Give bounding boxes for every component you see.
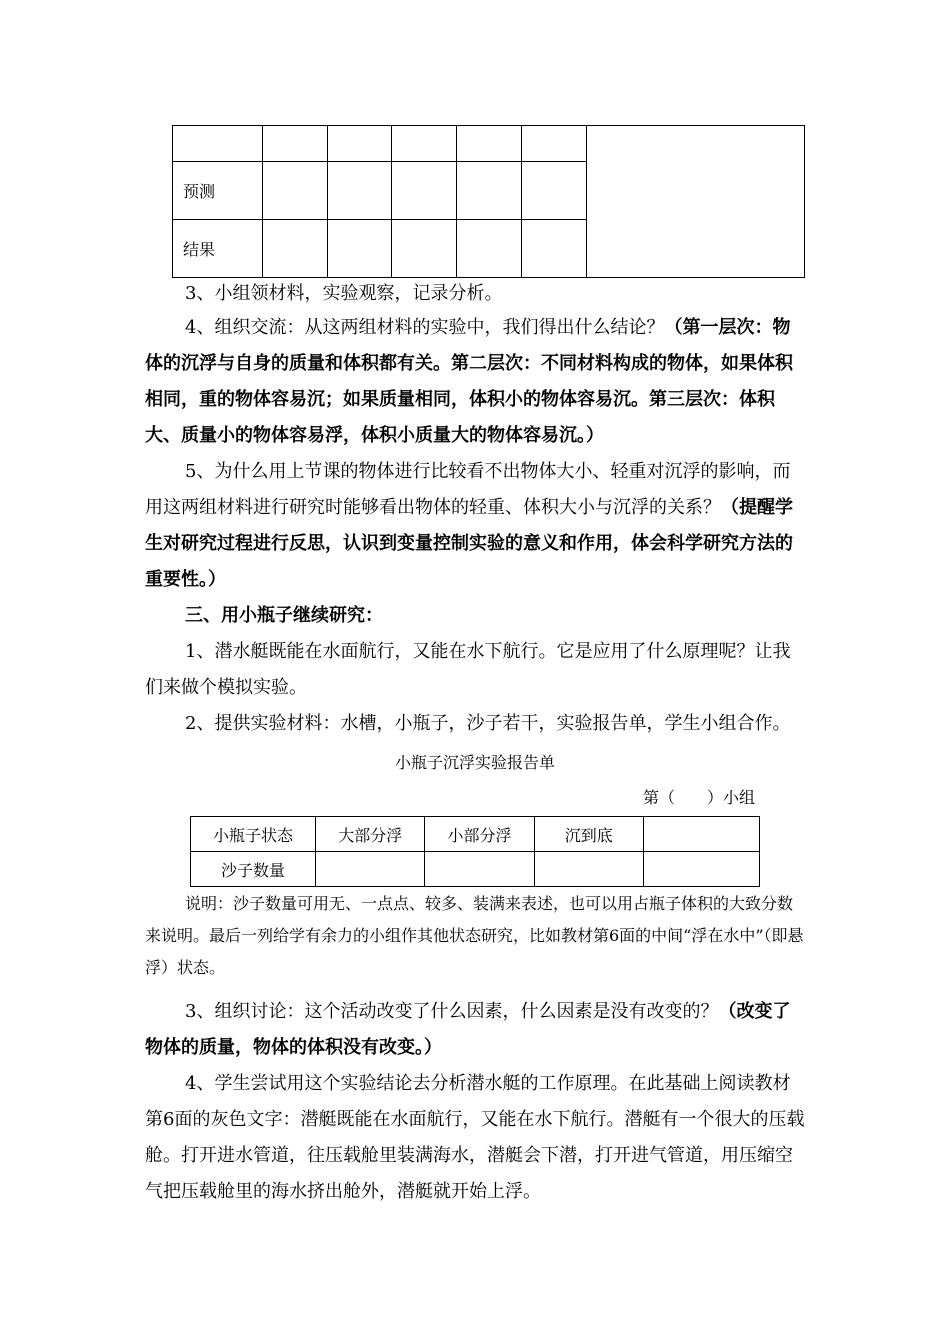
table-cell: 小瓶子状态 (191, 817, 316, 852)
report-note (145, 888, 808, 984)
table-cell (534, 852, 643, 887)
paragraph-s3 (145, 994, 808, 1066)
row-label-prediction: 预测 (173, 162, 263, 220)
paragraph-bold-text: （第一层次：物体的沉浮与自身的质量和体积都有关。第二层次：不同材料构成的物体，如果体积相同，重的物体容易沉；如果质量相同，体积小的物体容易沉。第三层次：体积大、质量小的物体容易浮，体积小质量大的物体容易沉。） (145, 317, 793, 446)
paragraph-step4 (145, 310, 808, 454)
table-cell (521, 162, 586, 220)
paragraph-s4 (145, 1066, 808, 1210)
table-row (173, 126, 805, 162)
table-cell (457, 220, 522, 278)
table-cell: 沉到底 (534, 817, 643, 852)
section-heading-text: 三、用小瓶子继续研究： (185, 605, 383, 626)
paragraph-text: 3、小组领材料，实验观察，记录分析。 (185, 283, 503, 304)
paragraph-s1 (145, 634, 808, 706)
table-merged-cell (586, 126, 804, 278)
table-cell: 小部分浮 (425, 817, 534, 852)
table-row (191, 852, 760, 887)
table-cell (327, 126, 392, 162)
report-table (190, 816, 760, 887)
paragraph-text: 4、组织交流：从这两组材料的实验中，我们得出什么结论？ (185, 317, 665, 338)
section-heading-3 (145, 598, 808, 634)
table-cell (457, 162, 522, 220)
report-title: 小瓶子沉浮实验报告单 (394, 753, 555, 772)
group-label: 第（ ）小组 (643, 788, 756, 807)
paragraph-bold-text: （改变了物体的质量，物体的体积没有改变。） (145, 1001, 791, 1058)
table-cell (643, 852, 759, 887)
table-cell (521, 220, 586, 278)
paragraph-step3 (145, 276, 808, 312)
table-cell (316, 852, 425, 887)
table-cell: 大部分浮 (316, 817, 425, 852)
table-cell (392, 220, 457, 278)
table-cell (262, 220, 327, 278)
table-cell (327, 162, 392, 220)
note-text: 说明：沙子数量可用无、一点点、较多、装满来表述，也可以用占瓶子体积的大致分数来说明。最后一列给学有余力的小组作其他状态研究，比如教材第6面的中间“浮在水中”（即悬浮）状态。 (145, 894, 804, 977)
table-cell (643, 817, 759, 852)
paragraph-text: 3、组织讨论：这个活动改变了什么因素，什么因素是没有改变的？ (185, 1001, 719, 1022)
paragraph-step5 (145, 454, 808, 598)
table-cell (327, 220, 392, 278)
table-cell (521, 126, 586, 162)
table-cell (173, 126, 263, 162)
paragraph-text: 2、提供实验材料：水槽，小瓶子，沙子若干，实验报告单，学生小组合作。 (185, 713, 791, 734)
row-label-result: 结果 (173, 220, 263, 278)
table-cell (392, 162, 457, 220)
paragraph-text: 4、学生尝试用这个实验结论去分析潜水艇的工作原理。在此基础上阅读教材第6面的灰色文字：潜艇既能在水面航行，又能在水下航行。潜艇有一个很大的压载舱。打开进水管道，往压载舱里装满海水，潜艇会下潜，打开进气管道，用压缩空气把压载舱里的海水挤出舱外，潜艇就开始上浮。 (145, 1073, 805, 1202)
table-cell (457, 126, 522, 162)
table-cell (262, 126, 327, 162)
paragraph-s2 (145, 706, 808, 742)
paragraph-text: 1、潜水艇既能在水面航行，又能在水下航行。它是应用了什么原理呢？让我们来做个模拟实验。 (145, 641, 791, 698)
prediction-table (172, 125, 805, 278)
table-cell (425, 852, 534, 887)
table-cell: 沙子数量 (191, 852, 316, 887)
paragraph-bold-text: （提醒学生对研究过程进行反思，认识到变量控制实验的意义和作用，体会科学研究方法的重要性。） (145, 497, 793, 590)
table-cell (392, 126, 457, 162)
table-row (191, 817, 760, 852)
table-cell (262, 162, 327, 220)
paragraph-text: 5、为什么用上节课的物体进行比较看不出物体大小、轻重对沉浮的影响，而用这两组材料进行研究时能够看出物体的轻重、体积大小与沉浮的关系？ (145, 461, 791, 518)
